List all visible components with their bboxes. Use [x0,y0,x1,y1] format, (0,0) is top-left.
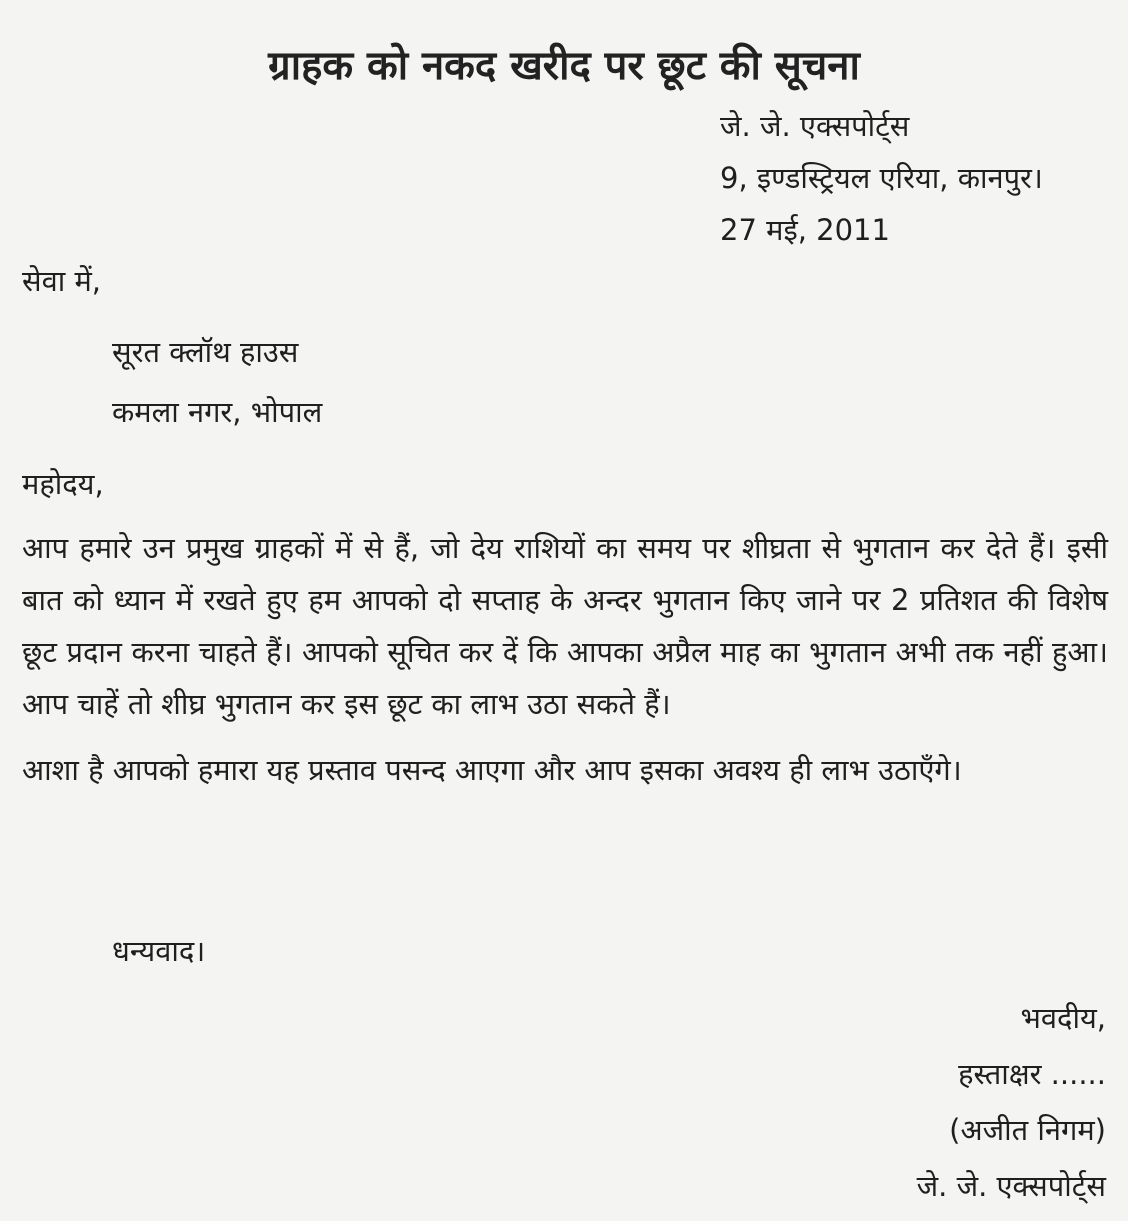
body-paragraph: आशा है आपको हमारा यह प्रस्ताव पसन्द आएगा और आप इसका अवश्य ही लाभ उठाएँगे। [22,753,962,787]
sender-address: 9, इण्डस्ट्रियल एरिया, कानपुर। [720,161,1043,195]
letter-body [22,522,1108,810]
signoff-block [706,990,1106,1214]
recipient-address: कमला नगर, भोपाल [112,395,323,429]
body-paragraph: आप हमारे उन प्रमुख ग्राहकों में से हैं, जो देय राशियों का समय पर शीघ्रता से भुगतान कर देते हैं। इसी बात को ध्यान में रखते हुए हम आपको दो सप्ताह के अन्दर भुगतान किए जाने पर 2 प्रतिशत की विशेष छूट प्रदान करना चाहते हैं। आपको सूचित कर दें कि आपका अप्रैल माह का भुगतान अभी तक नहीं हुआ। आप चाहें तो शीघ्र भुगतान कर इस छूट का लाभ उठा सकते हैं। [22,531,1108,721]
signature-line: हस्ताक्षर ...... [958,1057,1106,1091]
closing-line: भवदीय, [1020,1001,1106,1035]
signoff-company: जे. जे. एक्सपोर्ट्स [916,1169,1106,1203]
letter-date: 27 मई, 2011 [720,213,890,247]
recipient-name: सूरत क्लॉथ हाउस [112,335,299,369]
greeting: महोदय, [22,467,104,501]
letter-title: ग्राहक को नकद खरीद पर छूट की सूचना [268,43,860,89]
to-label: सेवा में, [22,264,102,298]
signatory-name: (अजीत निगम) [949,1113,1106,1147]
sender-block [720,100,1120,256]
thanks-line: धन्यवाद। [112,934,206,968]
sender-company: जे. जे. एक्सपोर्ट्स [720,109,910,143]
recipient-block [112,322,322,442]
